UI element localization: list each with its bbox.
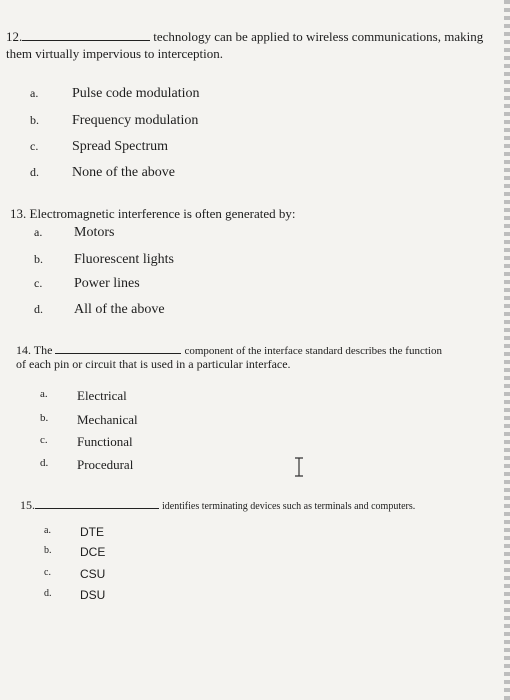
text-cursor-icon — [293, 457, 305, 477]
option-letter: d. — [40, 457, 49, 469]
option-text: Power lines — [74, 276, 140, 291]
option-letter: a. — [34, 225, 43, 239]
page-right-edge — [504, 0, 510, 700]
option-letter: d. — [30, 165, 39, 179]
option-text: Frequency modulation — [72, 113, 199, 128]
option-text: Mechanical — [77, 412, 138, 427]
option-letter: d. — [34, 302, 43, 316]
option-text: Procedural — [77, 457, 134, 472]
question-14-number: 14. The — [16, 343, 53, 357]
question-14-blank[interactable] — [55, 341, 181, 354]
question-15-blank[interactable] — [35, 496, 159, 509]
option-letter: b. — [34, 252, 43, 266]
option-text: All of the above — [74, 302, 165, 317]
option-letter: d. — [44, 588, 52, 599]
question-15-number: 15. — [20, 498, 35, 512]
option-letter: b. — [40, 412, 49, 424]
question-12-line-2: them virtually impervious to interception. — [6, 46, 223, 61]
question-13-text: 13. Electromagnetic interference is often generated by: — [10, 206, 296, 221]
option-text: DCE — [80, 545, 106, 559]
option-text: CSU — [80, 567, 106, 581]
option-text: None of the above — [72, 165, 176, 180]
question-15-text: identifies terminating devices such as terminals and computers. — [162, 501, 416, 512]
option-text: Functional — [77, 434, 133, 449]
option-letter: c. — [30, 139, 39, 153]
option-text: DSU — [80, 588, 106, 602]
option-letter: c. — [40, 434, 48, 446]
question-12-blank[interactable] — [22, 28, 150, 41]
option-text: Fluorescent lights — [74, 252, 174, 267]
question-12-text: technology can be applied to wireless communications, making — [153, 29, 484, 44]
question-14-line-2: of each pin or circuit that is used in a particular interface. — [16, 357, 291, 371]
option-text: Motors — [74, 225, 115, 240]
option-letter: a. — [44, 525, 51, 536]
option-letter: c. — [44, 567, 51, 578]
option-text: DTE — [80, 525, 104, 539]
option-letter: a. — [40, 388, 48, 400]
question-12-line-1 — [6, 28, 483, 45]
option-letter: a. — [30, 86, 39, 100]
question-15-line-1 — [20, 496, 415, 513]
option-letter: c. — [34, 276, 43, 290]
option-text: Electrical — [77, 388, 127, 403]
question-14-line-1 — [16, 341, 442, 358]
option-text: Pulse code modulation — [72, 86, 200, 101]
option-letter: b. — [44, 545, 52, 556]
question-14-text: component of the interface standard describes the function — [184, 345, 442, 357]
option-letter: b. — [30, 113, 39, 127]
option-text: Spread Spectrum — [72, 139, 169, 154]
question-12-number: 12. — [6, 29, 23, 44]
